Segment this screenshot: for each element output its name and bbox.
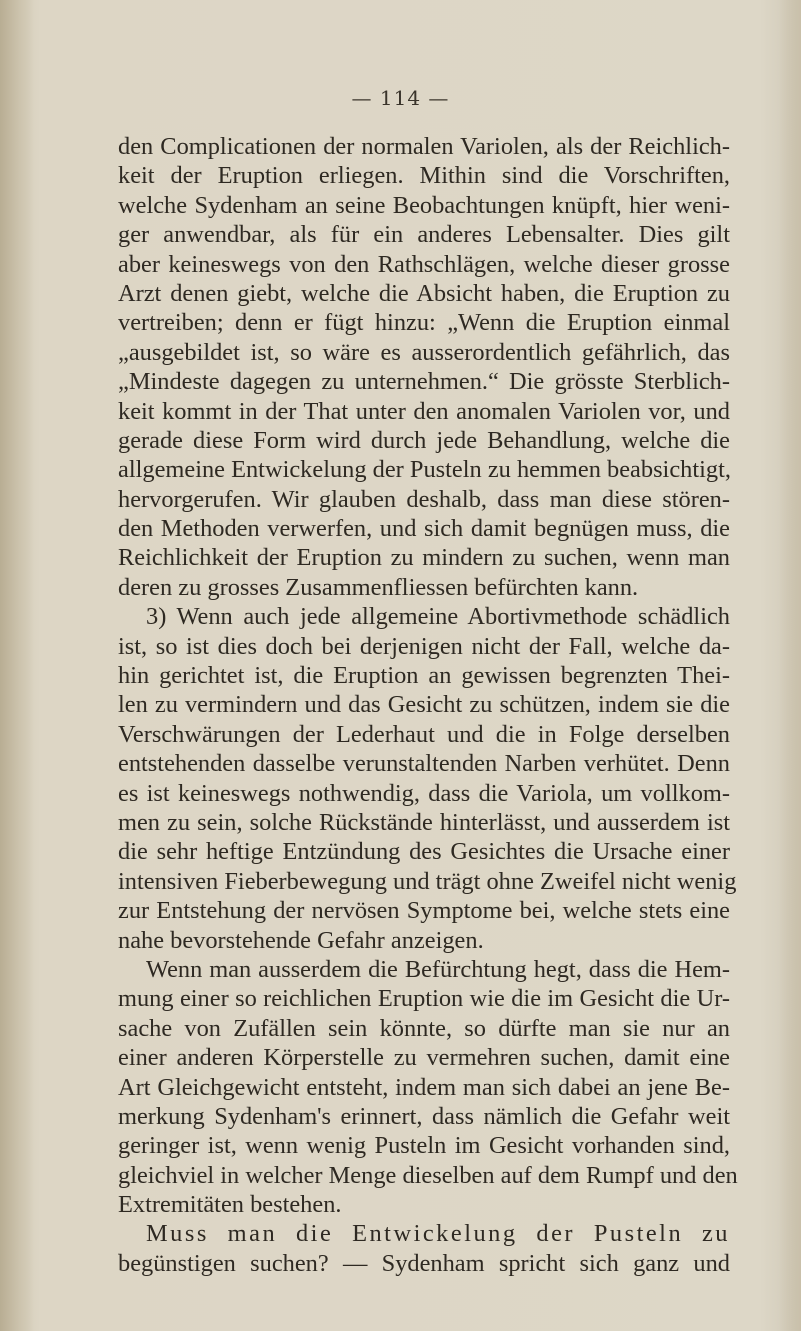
text-line: mung einer so reichlichen Eruption wie die im Gesicht die Ur- (118, 985, 730, 1013)
text-line: men zu sein, solche Rückstände hinterlässt, und ausserdem ist (118, 808, 730, 836)
text-line: welche Sydenham an seine Beobachtungen knüpft, hier weni- (118, 191, 730, 219)
text-line: den Methoden verwerfen, und sich damit begnügen muss, die (118, 515, 730, 543)
text-line: Wenn man ausserdem die Befürchtung hegt, dass die Hem- (146, 955, 730, 983)
page-number-header: — 114 — (351, 86, 450, 110)
text-line: keit kommt in der That unter den anomalen Variolen vor, und (118, 397, 730, 425)
text-line: begünstigen suchen? — Sydenham spricht sich ganz und (118, 1249, 730, 1277)
text-line: gerade diese Form wird durch jede Behandlung, welche die (118, 426, 730, 454)
text-line: 3) Wenn auch jede allgemeine Abortivmethode schädlich (146, 603, 730, 631)
text-line: Arzt denen giebt, welche die Absicht haben, die Eruption zu (118, 279, 730, 307)
text-line: geringer ist, wenn wenig Pusteln im Gesicht vorhanden sind, (118, 1132, 730, 1160)
text-line: ist, so ist dies doch bei derjenigen nicht der Fall, welche da- (118, 632, 730, 660)
text-line: die sehr heftige Entzündung des Gesichtes die Ursache einer (118, 838, 730, 866)
text-line: Reichlichkeit der Eruption zu mindern zu suchen, wenn man (118, 544, 730, 572)
text-line: Art Gleichgewicht entsteht, indem man sich dabei an jene Be- (118, 1073, 730, 1101)
text-line: keit der Eruption erliegen. Mithin sind die Vorschriften, (118, 162, 730, 190)
body-text (118, 132, 738, 1278)
text-line: entstehenden dasselbe verunstaltenden Narben verhütet. Denn (118, 750, 730, 778)
text-line: hin gerichtet ist, die Eruption an gewissen begrenzten Thei- (118, 662, 730, 690)
text-line: len zu vermindern und das Gesicht zu schützen, indem sie die (118, 691, 730, 719)
text-line: ger anwendbar, als für ein anderes Lebensalter. Dies gilt (118, 221, 730, 249)
text-line: deren zu grosses Zusammenfliessen befürchten kann. (118, 573, 639, 601)
text-line: „Mindeste dagegen zu unternehmen.“ Die grösste Sterblich- (118, 368, 730, 396)
text-line: allgemeine Entwickelung der Pusteln zu hemmen beabsichtigt, (118, 456, 731, 484)
page-right-edge (779, 0, 801, 1331)
text-line: aber keineswegs von den Rathschlägen, welche dieser grosse (118, 250, 730, 278)
text-line: vertreiben; denn er fügt hinzu: „Wenn die Eruption einmal (118, 309, 730, 337)
text-line: Verschwärungen der Lederhaut und die in Folge derselben (118, 720, 730, 748)
text-line: zur Entstehung der nervösen Symptome bei, welche stets eine (118, 897, 730, 925)
text-line: intensiven Fieberbewegung und trägt ohne Zweifel nicht wenig (118, 867, 737, 895)
page-left-edge (0, 0, 34, 1331)
text-line: den Complicationen der normalen Variolen, als der Reichlich- (118, 133, 730, 160)
text-line: gleichviel in welcher Menge dieselben auf dem Rumpf und den (118, 1161, 738, 1189)
text-line: nahe bevorstehende Gefahr anzeigen. (118, 926, 484, 954)
text-line: hervorgerufen. Wir glauben deshalb, dass man diese stören- (118, 485, 730, 513)
text-line: Muss man die Entwickelung der Pusteln zu (146, 1220, 730, 1248)
text-line: es ist keineswegs nothwendig, dass die Variola, um vollkom- (118, 779, 730, 807)
text-line: merkung Sydenham's erinnert, dass nämlich die Gefahr weit (118, 1102, 730, 1130)
text-line: einer anderen Körperstelle zu vermehren suchen, damit eine (118, 1044, 730, 1072)
text-line: sache von Zufällen sein könnte, so dürfte man sie nur an (118, 1014, 730, 1042)
text-line: „ausgebildet ist, so wäre es ausserordentlich gefährlich, das (118, 338, 730, 366)
text-line: Extremitäten bestehen. (118, 1191, 342, 1219)
